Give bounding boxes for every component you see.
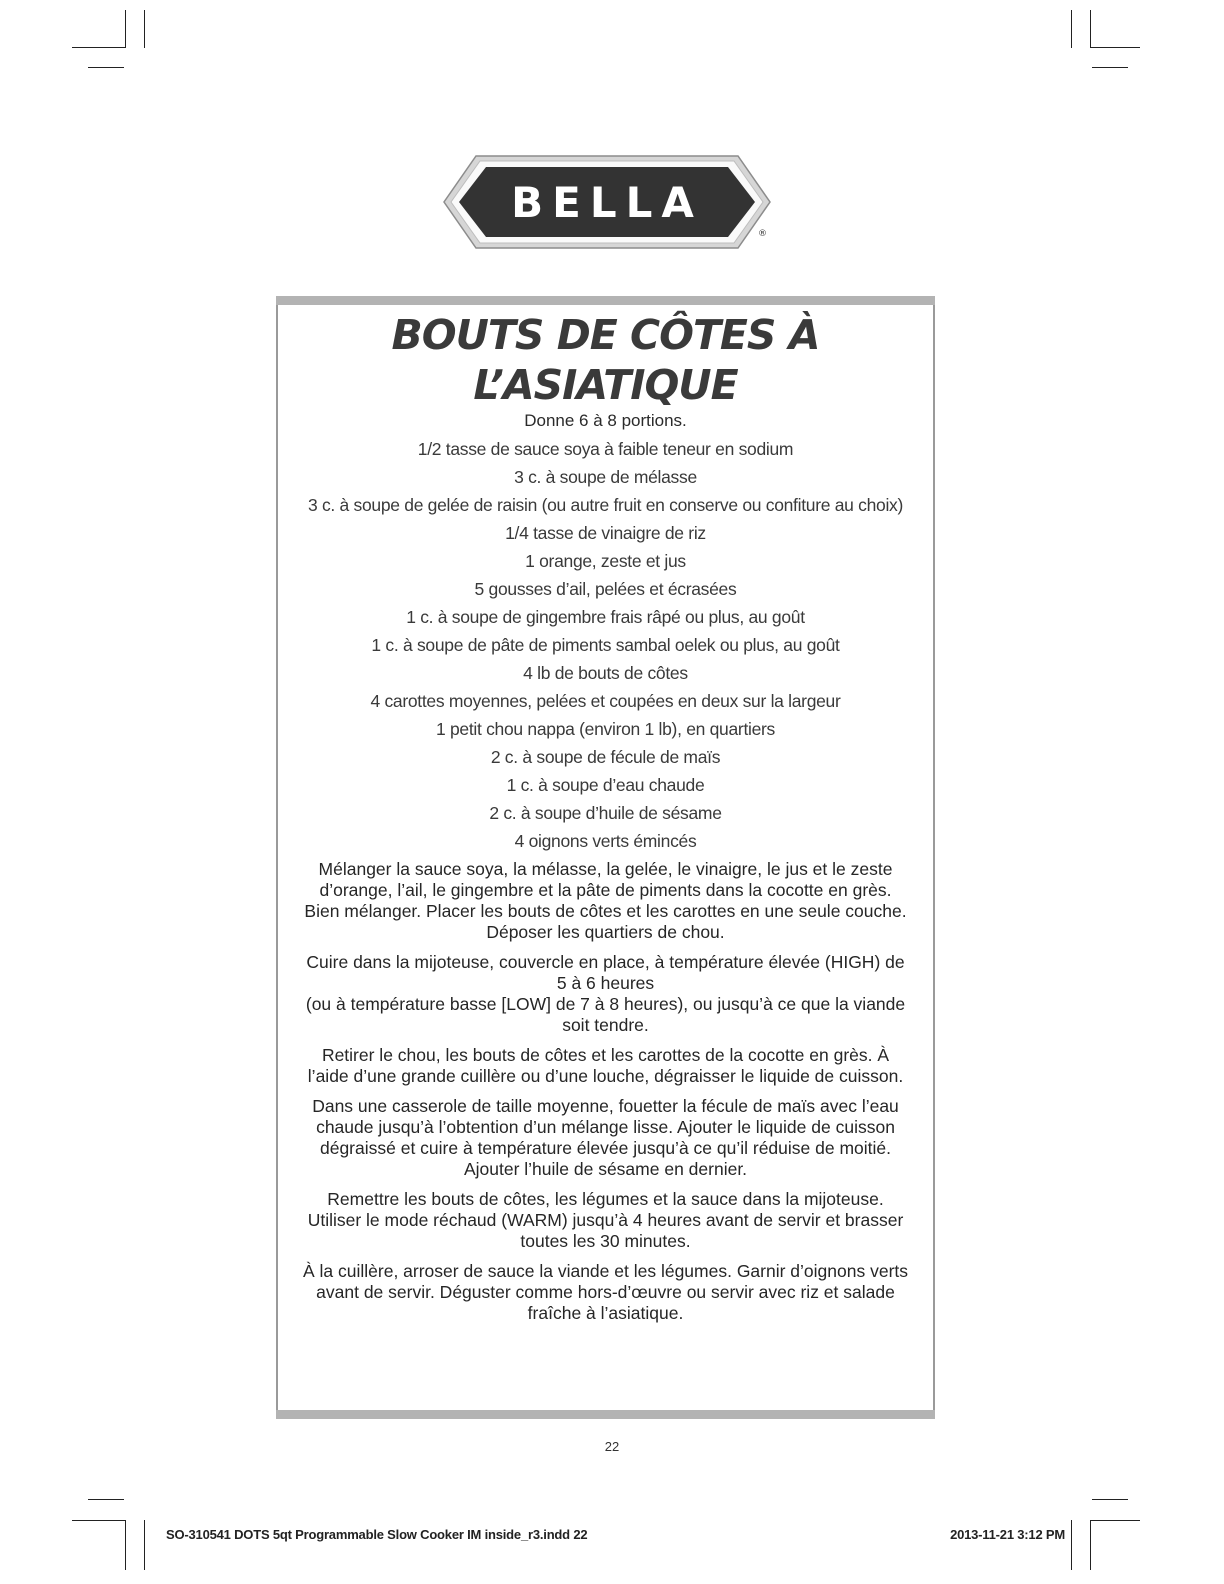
crop-mark (1071, 10, 1072, 48)
crop-mark (72, 1520, 126, 1521)
bella-logo (442, 150, 772, 254)
registered-mark: ® (758, 229, 767, 239)
instruction-step: À la cuillère, arroser de sauce la viande et les légumes. Garnir d’oignons verts avant de servir. Déguster comme hors-d’œuvre ou servir avec riz et salade fraîche à l’asiatique. (302, 1261, 909, 1323)
instruction-step-part: Cuire dans la mijoteuse, couvercle en place, à température élevée (HIGH) de 5 à 6 heures (306, 952, 905, 993)
recipe-yield: Donne 6 à 8 portions. (524, 411, 687, 430)
page-number: 22 (604, 1439, 620, 1454)
crop-mark (88, 1499, 124, 1500)
ingredient-item: 3 c. à soupe de gelée de raisin (ou autre fruit en conserve ou confiture au choix) (307, 495, 904, 515)
recipe-title-line-2: L’ASIATIQUE (473, 361, 738, 409)
ingredient-item: 2 c. à soupe de fécule de maïs (490, 747, 721, 767)
recipe-title-line-1: BOUTS DE CÔTES À (391, 311, 820, 359)
instruction-step: Remettre les bouts de côtes, les légumes et la sauce dans la mijoteuse. Utiliser le mode réchaud (WARM) jusqu’à 4 heures avant de servir et brasser toutes les 30 minutes. (307, 1189, 904, 1251)
crop-mark (1092, 67, 1128, 68)
ingredient-item: 5 gousses d’ail, pelées et écrasées (474, 579, 737, 599)
recipe-content (300, 310, 911, 1333)
ingredient-item: 4 oignons verts émincés (514, 831, 697, 851)
instruction-step: Retirer le chou, les bouts de côtes et les carottes de la cocotte en grès. À l’aide d’une grande cuillère ou d’une louche, dégraisser le liquide de cuisson. (307, 1045, 904, 1086)
ingredient-item: 1 petit chou nappa (environ 1 lb), en quartiers (435, 719, 776, 739)
logo-brand-text: BELLA (511, 178, 703, 227)
crop-mark (1090, 47, 1140, 48)
crop-mark (1090, 10, 1091, 48)
footer-file-info: SO-310541 DOTS 5qt Programmable Slow Cooker IM inside_r3.indd 22 (166, 1527, 588, 1542)
crop-mark (1090, 1520, 1140, 1521)
ingredient-item: 1 orange, zeste et jus (525, 551, 686, 571)
crop-mark (1071, 1520, 1072, 1570)
ingredient-item: 1 c. à soupe de pâte de piments sambal oelek ou plus, au goût (371, 635, 840, 655)
ingredient-item: 4 carottes moyennes, pelées et coupées en deux sur la largeur (370, 691, 841, 711)
ingredient-item: 3 c. à soupe de mélasse (514, 467, 697, 487)
crop-mark (72, 47, 126, 48)
recipe-card (276, 296, 935, 1419)
crop-mark (144, 10, 145, 48)
card-top-bar (276, 296, 935, 305)
recipe-title (300, 310, 911, 410)
card-bottom-bar (276, 1410, 935, 1419)
ingredient-item: 1/4 tasse de vinaigre de riz (505, 523, 706, 543)
instruction-step: Mélanger la sauce soya, la mélasse, la gelée, le vinaigre, le jus et le zeste d’orange, l’ail, le gingembre et la pâte de piments dans la cocotte en grès. Bien mélanger. Placer les bouts de côtes et les carottes en une seule couche. Déposer les quartiers de chou. (304, 859, 907, 942)
crop-mark (125, 10, 126, 48)
crop-mark (88, 67, 124, 68)
crop-mark (1090, 1520, 1091, 1570)
crop-mark (1092, 1499, 1128, 1500)
ingredient-list (300, 439, 911, 852)
footer-timestamp: 2013-11-21 3:12 PM (950, 1527, 1065, 1542)
crop-mark (144, 1520, 145, 1570)
instruction-step: Dans une casserole de taille moyenne, fouetter la fécule de maïs avec l’eau chaude jusqu’à l’obtention d’un mélange lisse. Ajouter le liquide de cuisson dégraissé et cuire à température élevée jusqu’à ce qu’il réduise de moitié. Ajouter l’huile de sésame en dernier. (312, 1096, 899, 1179)
ingredient-item: 1 c. à soupe d’eau chaude (506, 775, 705, 795)
ingredient-item: 2 c. à soupe d’huile de sésame (489, 803, 722, 823)
ingredient-item: 4 lb de bouts de côtes (523, 663, 688, 683)
instruction-list (300, 859, 911, 1324)
instruction-step-part: (ou à température basse [LOW] de 7 à 8 heures), ou jusqu’à ce que la viande soit tendre. (305, 994, 906, 1035)
crop-mark (125, 1520, 126, 1570)
ingredient-item: 1 c. à soupe de gingembre frais râpé ou plus, au goût (406, 607, 805, 627)
instruction-step (300, 952, 911, 1036)
ingredient-item: 1/2 tasse de sauce soya à faible teneur en sodium (417, 439, 794, 459)
